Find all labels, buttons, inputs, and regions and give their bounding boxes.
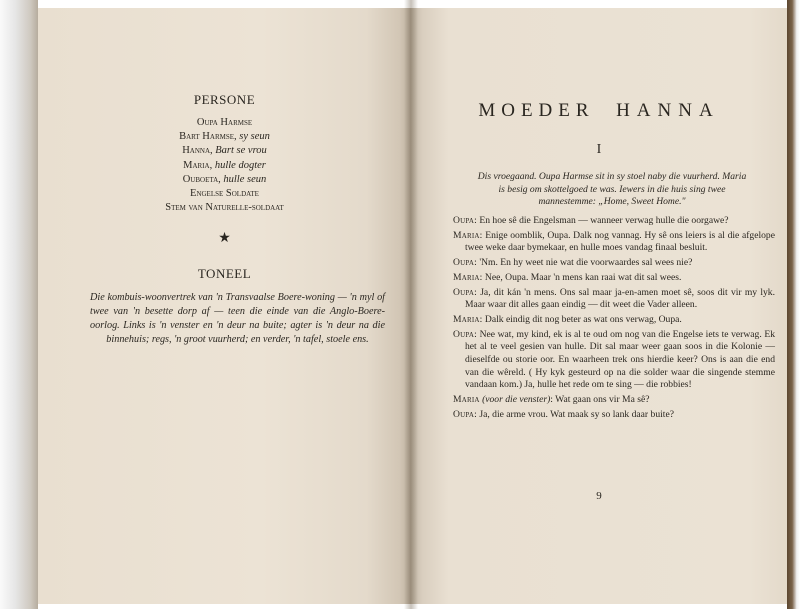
left-page <box>38 8 411 604</box>
cast-name: Oupa Harmse <box>196 117 253 128</box>
dialogue <box>453 215 775 424</box>
cast-desc: sy seun <box>236 131 270 143</box>
page-number: 9 <box>596 490 602 502</box>
line-text: Dalk eindig dit nog beter as wat ons verwag, Oupa. <box>484 313 682 325</box>
dialogue-line <box>453 394 775 407</box>
book-spine <box>404 0 418 609</box>
speaker: Oupa: <box>453 286 477 298</box>
cast-name: Bart Harmse, <box>179 131 237 143</box>
line-text: Ja, die arme vrou. Wat maak sy so lank daar buite? <box>479 408 674 420</box>
cast-item <box>38 187 411 201</box>
speaker: Oupa: <box>453 408 477 420</box>
stage-direction: Dis vroegaand. Oupa Harmse sit in sy stoel naby die vuurherd. Maria is besig om skottelgoed te was. Iewers in die huis sing twee mannestemme: „Home, Sweet Home." <box>477 171 747 207</box>
star-separator-icon: ★ <box>218 231 231 246</box>
cast-name: Maria, <box>183 159 213 171</box>
dialogue-line <box>453 409 775 422</box>
dialogue-line <box>453 329 775 393</box>
cast-name: Engelse Soldate <box>190 188 259 200</box>
play-title <box>411 100 787 122</box>
dialogue-line <box>453 215 775 228</box>
cast-desc: hulle seun <box>220 173 267 185</box>
play-title-part2: HANNA <box>616 100 720 121</box>
line-text: Ja, dit kán 'n mens. Ons sal maar ja-en-amen moet sê, soos dit vir my lyk. Maar waar dit alles gaan eindig — dit weet die Vader alleen. <box>465 286 775 311</box>
line-text: Enige oomblik, Oupa. Dalk nog vannag. Hy sê ons leiers is al die afgelope twee weke daar bymekaar, en hulle moes vandag finaal besluit. <box>465 229 775 254</box>
cast-item <box>38 130 411 144</box>
speaker: Maria: <box>453 271 483 283</box>
toneel-heading: TONEEL <box>197 266 252 281</box>
dialogue-line <box>453 272 775 285</box>
line-text: 'Nm. En hy weet nie wat die voorwaardes sal wees nie? <box>479 257 693 269</box>
stage-aside: (voor die venster) <box>482 394 551 406</box>
cast-item <box>38 173 411 187</box>
speaker: Maria: <box>453 313 483 325</box>
dialogue-line <box>453 314 775 327</box>
line-text: : Wat gaan ons vir Ma sê? <box>550 394 650 406</box>
book-cover-edge <box>0 0 38 609</box>
cast-item <box>38 201 411 215</box>
play-title-part1: MOEDER <box>478 100 595 121</box>
right-page <box>411 8 787 604</box>
speaker: Maria <box>453 394 480 406</box>
cast-item <box>38 159 411 173</box>
cast-name: Stem van Naturelle-soldaat <box>165 202 284 214</box>
line-text: Nee, Oupa. Maar 'n mens kan raai wat dit sal wees. <box>484 271 682 283</box>
cast-desc: hulle dogter <box>212 159 266 171</box>
speaker: Oupa: <box>453 328 477 340</box>
line-text: Nee wat, my kind, ek is al te oud om nog van die Engelse iets te verwag. Ek het al te veel gesien van hulle. Dit sal maar weer gaan soos in die Kolonie — dieselfde ou storie oor. En waarheen trek ons hierdie keer? Ons is aan die end van die wêreld. ( Hy kyk gesteurd op na die solder waar die singende stemme vandaan kom.) Ja, hulle het rede om te sing — die robbies! <box>465 328 775 391</box>
dialogue-line <box>453 257 775 270</box>
cast-item <box>38 116 411 130</box>
persone-heading: PERSONE <box>193 92 256 107</box>
cast-list <box>38 116 411 215</box>
speaker: Oupa: <box>453 257 477 269</box>
line-text: En hoe sê die Engelsman — wanneer verwag hulle die oorgawe? <box>479 215 729 226</box>
cast-desc: Bart se vrou <box>212 145 267 157</box>
dialogue-line <box>453 287 775 312</box>
book-right-edge <box>787 0 800 609</box>
speaker: Maria: <box>453 229 483 241</box>
cast-item <box>38 144 411 158</box>
toneel-description: Die kombuis-woonvertrek van 'n Transvaalse Boere-woning — 'n myl of twee van 'n besette dorp af — teen die einde van die Anglo-Boere-oorlog. Links is 'n venster en 'n deur na buite; agter is 'n deur na die binnehuis; regs, 'n groot vuurherd; en verder, 'n tafel, stoele ens. <box>90 292 385 345</box>
dialogue-line <box>453 230 775 255</box>
speaker: Oupa: <box>453 215 477 226</box>
cast-name: Hanna, <box>182 145 213 157</box>
cast-name: Ouboeta, <box>182 173 221 185</box>
act-number: I <box>596 142 602 157</box>
